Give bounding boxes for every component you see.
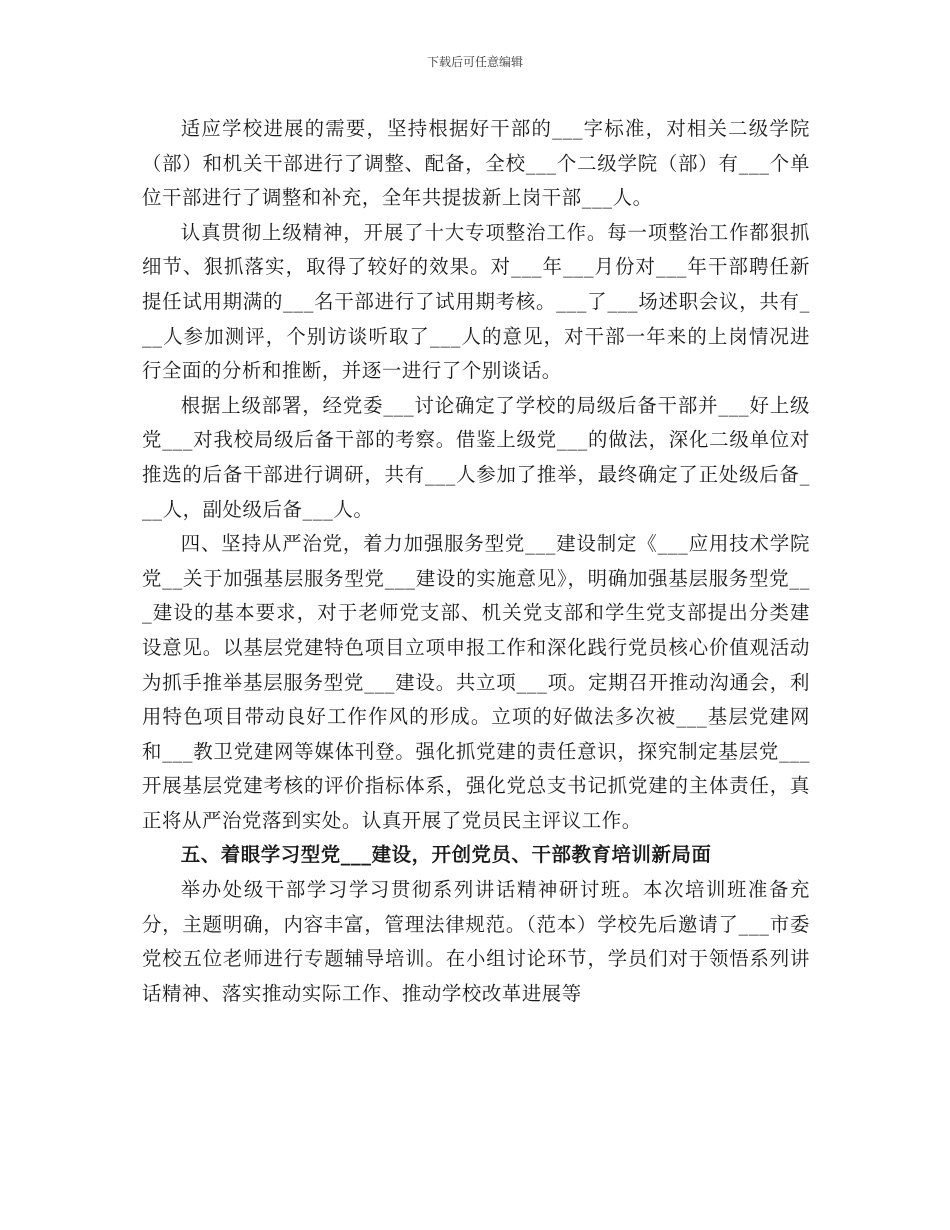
document-body [142, 112, 810, 1011]
paragraph-strict-party-governance: 四、坚持从严治党，着力加强服务型党___建设制定《___应用技术学院党__关于加强基层服务型党___建设的实施意见》，明确加强基层服务型党___建设的基本要求，对于老师党支部、机关党支部和学生党支部提出分类建设意见。以基层党建特色项目立项申报工作和深化践行党员核心价值观活动为抓手推举基层服务型党___建设。共立项___项。定期召开推动沟通会，利用特色项目带动良好工作作风的形成。立项的好做法多次被___基层党建网和___教卫党建网等媒体刊登。强化抓党建的责任意识，探究制定基层党___开展基层党建考核的评价指标体系，强化党总支书记抓党建的主体责任，真正将从严治党落到实处。认真开展了党员民主评议工作。 [142, 532, 810, 832]
section-heading-five: 五、着眼学习型党___建设，开创党员、干部教育培训新局面 [180, 843, 712, 867]
paragraph-reserve-cadres: 根据上级部署，经党委___讨论确定了学校的局级后备干部并___好上级党___对我校局级后备干部的考察。借鉴上级党___的做法，深化二级单位对推选的后备干部进行调研，共有___人参加了推举，最终确定了正处级后备___人，副处级后备___人。 [142, 393, 810, 521]
paragraph-training-seminar: 举办处级干部学习学习贯彻系列讲话精神研讨班。本次培训班准备充分，主题明确，内容丰富，管理法律规范。（范本）学校先后邀请了___市委党校五位老师进行专题辅导培训。在小组讨论环节，学员们对于领悟系列讲话精神、落实推动实际工作、推动学校改革进展等 [142, 878, 810, 1005]
paragraph-cadre-adjustment: 适应学校进展的需要，坚持根据好干部的___字标准，对相关二级学院（部）和机关干部进行了调整、配备，全校___个二级学院（部）有___个单位干部进行了调整和补充，全年共提拔新上岗干部___人。 [142, 117, 810, 210]
paragraph-special-rectification: 认真贯彻上级精神，开展了十大专项整治工作。每一项整治工作都狠抓细节、狠抓落实，取得了较好的效果。对___年___月份对___年干部聘任新提任试用期满的___名干部进行了试用期考核。___了___场述职会议，共有___人参加测评，个别访谈听取了___人的意见，对干部一年来的上岗情况进行全面的分析和推断，并逐一进行了个别谈话。 [142, 220, 810, 383]
page-header: 下载后可任意编辑 [426, 55, 523, 69]
